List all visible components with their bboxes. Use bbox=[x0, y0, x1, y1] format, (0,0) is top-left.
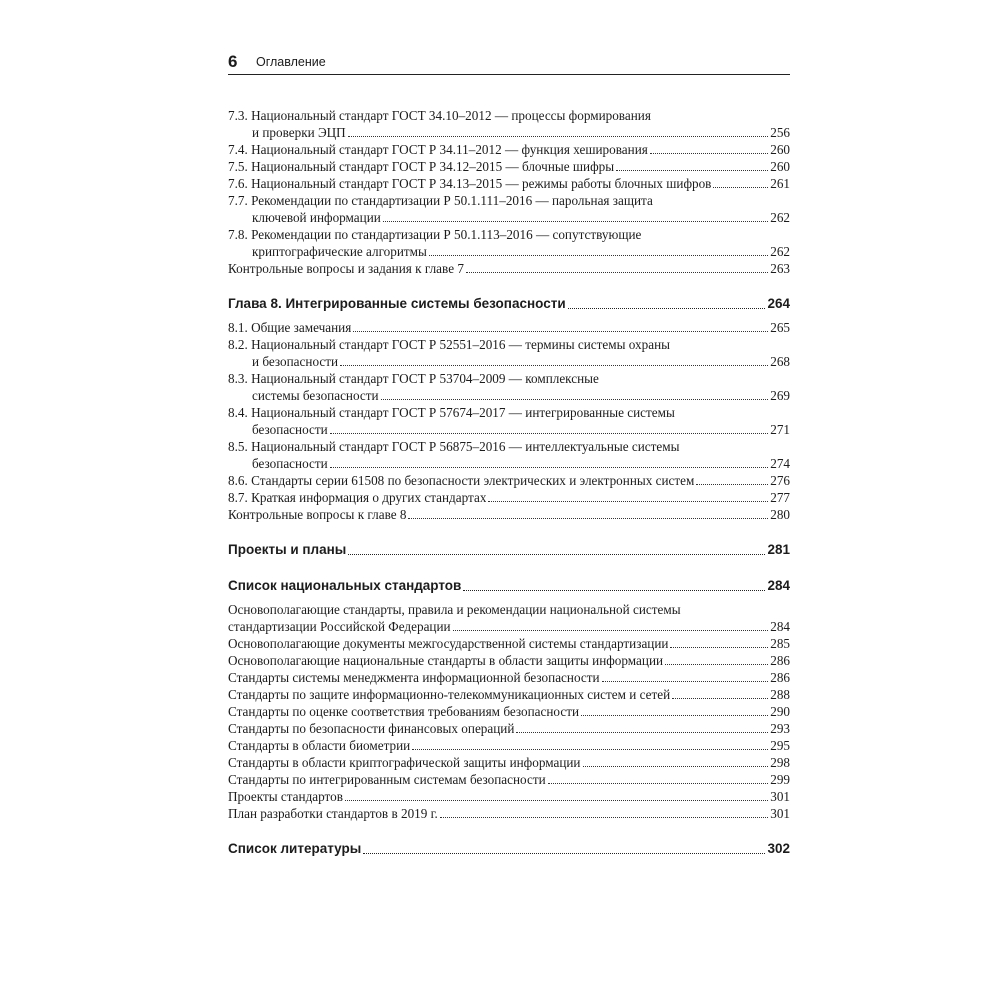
toc-entry[interactable] bbox=[228, 192, 790, 226]
toc-entry-title: ключевой информации bbox=[252, 210, 381, 225]
toc-entry[interactable] bbox=[228, 686, 790, 703]
toc-entry-line bbox=[228, 754, 790, 771]
toc-entry-line bbox=[228, 472, 790, 489]
dot-leader bbox=[602, 681, 769, 682]
toc-entry-page: 269 bbox=[770, 388, 790, 403]
dot-leader bbox=[440, 817, 768, 818]
toc-entry-line bbox=[228, 387, 790, 404]
dot-leader bbox=[453, 630, 769, 631]
toc-entry-title-line-1: 8.5. Национальный стандарт ГОСТ Р 56875–2016 — интеллектуальные системы bbox=[228, 439, 680, 454]
dot-leader bbox=[412, 749, 768, 750]
toc-entry[interactable] bbox=[228, 226, 790, 260]
dot-leader bbox=[463, 590, 765, 591]
dot-leader bbox=[353, 331, 768, 332]
toc-entry-title: 7.5. Национальный стандарт ГОСТ Р 34.12–2015 — блочные шифры bbox=[228, 159, 615, 174]
dot-leader bbox=[330, 433, 769, 434]
literature-page: 302 bbox=[767, 841, 790, 856]
toc-entry[interactable] bbox=[228, 601, 790, 635]
toc-entry-title: системы безопасности bbox=[252, 388, 379, 403]
toc-entry-line bbox=[228, 455, 790, 472]
toc-entry-line bbox=[228, 635, 790, 652]
toc-entry-page: 260 bbox=[770, 142, 790, 157]
page-number: 6 bbox=[228, 52, 238, 71]
toc-entry-title-line-1: 8.4. Национальный стандарт ГОСТ Р 57674–2017 — интегрированные системы bbox=[228, 405, 675, 420]
toc-entry-title: Контрольные вопросы и задания к главе 7 bbox=[228, 261, 464, 276]
toc-entry-page: 298 bbox=[770, 755, 790, 770]
toc-entry-title: Проекты стандартов bbox=[228, 789, 343, 804]
toc-entry-line bbox=[228, 686, 790, 703]
dot-leader bbox=[383, 221, 768, 222]
toc-entry[interactable] bbox=[228, 737, 790, 754]
toc-entry-page: 271 bbox=[770, 422, 790, 437]
dot-leader bbox=[408, 518, 768, 519]
literature-heading[interactable] bbox=[228, 840, 790, 858]
toc-entry-line bbox=[228, 141, 790, 158]
toc-entry-title: Стандарты по интегрированным системам безопасности bbox=[228, 772, 546, 787]
dot-leader bbox=[330, 467, 769, 468]
toc-entry-title: Контрольные вопросы к главе 8 bbox=[228, 507, 407, 522]
dot-leader bbox=[516, 732, 768, 733]
chapter-8-title: Глава 8. Интегрированные системы безопасности bbox=[228, 296, 566, 311]
dot-leader bbox=[670, 647, 768, 648]
toc-entry-title: План разработки стандартов в 2019 г. bbox=[228, 806, 438, 821]
projects-page: 281 bbox=[767, 542, 790, 557]
dot-leader bbox=[583, 766, 769, 767]
toc-entry-title: безопасности bbox=[252, 422, 328, 437]
dot-leader bbox=[581, 715, 768, 716]
dot-leader bbox=[650, 153, 768, 154]
toc-entry-line bbox=[228, 506, 790, 523]
toc-entry[interactable] bbox=[228, 370, 790, 404]
toc-entry-line bbox=[228, 669, 790, 686]
toc-entry-title-line-1: 7.7. Рекомендации по стандартизации Р 50.1.111–2016 — парольная защита bbox=[228, 193, 653, 208]
running-head bbox=[228, 52, 790, 75]
chapter-7-sections bbox=[228, 107, 790, 277]
toc-entry-line bbox=[228, 319, 790, 336]
toc-entry-line bbox=[228, 175, 790, 192]
toc-entry-line bbox=[228, 720, 790, 737]
toc-entry-line bbox=[228, 260, 790, 277]
toc-entry[interactable] bbox=[228, 754, 790, 771]
toc-entry-title: Стандарты по безопасности финансовых операций bbox=[228, 721, 515, 736]
toc-entry[interactable] bbox=[228, 720, 790, 737]
dot-leader bbox=[363, 853, 765, 854]
toc-entry-title: 8.7. Краткая информация о других стандартах bbox=[228, 490, 487, 505]
toc-entry-line bbox=[228, 788, 790, 805]
toc-entry-page: 256 bbox=[770, 125, 790, 140]
toc-entry[interactable] bbox=[228, 158, 790, 175]
standards-list-page: 284 bbox=[767, 578, 790, 593]
toc-entry-line bbox=[228, 353, 790, 370]
projects-title: Проекты и планы bbox=[228, 542, 347, 557]
toc-entry-page: 263 bbox=[770, 261, 790, 276]
toc-entry-title-line-1: 7.8. Рекомендации по стандартизации Р 50.1.113–2016 — сопутствующие bbox=[228, 227, 642, 242]
standards-list-title: Список национальных стандартов bbox=[228, 578, 462, 593]
toc-entry-page: 286 bbox=[770, 670, 790, 685]
toc-entry[interactable] bbox=[228, 788, 790, 805]
toc-entry-page: 268 bbox=[770, 354, 790, 369]
toc-entry-title: Стандарты системы менеджмента информационной безопасности bbox=[228, 670, 600, 685]
toc-entry-line bbox=[228, 652, 790, 669]
toc-entry-page: 299 bbox=[770, 772, 790, 787]
dot-leader bbox=[345, 800, 768, 801]
toc-entry-title: и безопасности bbox=[252, 354, 339, 369]
dot-leader bbox=[466, 272, 768, 273]
toc-entry-page: 265 bbox=[770, 320, 790, 335]
toc-entry-line bbox=[228, 805, 790, 822]
toc-entry-line bbox=[228, 737, 790, 754]
toc-entry[interactable] bbox=[228, 319, 790, 336]
toc-entry-title: 7.4. Национальный стандарт ГОСТ Р 34.11–2012 — функция хеширования bbox=[228, 142, 648, 157]
toc-entry[interactable] bbox=[228, 771, 790, 788]
toc-entry[interactable] bbox=[228, 805, 790, 822]
toc-entry-title: 7.6. Национальный стандарт ГОСТ Р 34.13–2015 — режимы работы блочных шифров bbox=[228, 176, 712, 191]
toc-entry[interactable] bbox=[228, 652, 790, 669]
toc-entry-page: 261 bbox=[770, 176, 790, 191]
dot-leader bbox=[696, 484, 768, 485]
toc-entry-title: Стандарты в области биометрии bbox=[228, 738, 411, 753]
toc-entry-title: Основополагающие национальные стандарты в области защиты информации bbox=[228, 653, 664, 668]
toc-entry[interactable] bbox=[228, 260, 790, 277]
toc-entry[interactable] bbox=[228, 107, 790, 141]
dot-leader bbox=[348, 136, 769, 137]
dot-leader bbox=[548, 783, 769, 784]
toc-entry-title: Стандарты по защите информационно-телекоммуникационных систем и сетей bbox=[228, 687, 671, 702]
dot-leader bbox=[568, 308, 766, 309]
dot-leader bbox=[348, 554, 765, 555]
toc-entry-title: 8.1. Общие замечания bbox=[228, 320, 352, 335]
toc-entry-title: и проверки ЭЦП bbox=[252, 125, 346, 140]
toc-entry-line bbox=[228, 703, 790, 720]
chapter-8-sections bbox=[228, 319, 790, 523]
dot-leader bbox=[488, 501, 768, 502]
toc-entry-title: криптографические алгоритмы bbox=[252, 244, 427, 259]
toc-entry-title-line-1: 8.2. Национальный стандарт ГОСТ Р 52551–2016 — термины системы охраны bbox=[228, 337, 670, 352]
toc-entry-line bbox=[228, 124, 790, 141]
toc-entry-page: 276 bbox=[770, 473, 790, 488]
standards-list-sections bbox=[228, 601, 790, 822]
toc-entry-page: 293 bbox=[770, 721, 790, 736]
toc-entry-page: 288 bbox=[770, 687, 790, 702]
toc-entry-page: 284 bbox=[770, 619, 790, 634]
toc-entry[interactable] bbox=[228, 669, 790, 686]
toc-entry[interactable] bbox=[228, 175, 790, 192]
toc-entry-title: стандартизации Российской Федерации bbox=[228, 619, 451, 634]
toc-entry-line bbox=[228, 771, 790, 788]
chapter-8-heading[interactable] bbox=[228, 295, 790, 313]
toc-entry-page: 262 bbox=[770, 244, 790, 259]
toc-entry[interactable] bbox=[228, 141, 790, 158]
toc-entry[interactable] bbox=[228, 404, 790, 438]
toc-entry-line bbox=[228, 618, 790, 635]
toc-entry-page: 262 bbox=[770, 210, 790, 225]
toc-entry-title: Стандарты в области криптографической защиты информации bbox=[228, 755, 581, 770]
table-of-contents bbox=[228, 107, 790, 858]
toc-entry-page: 301 bbox=[770, 789, 790, 804]
standards-list-heading[interactable] bbox=[228, 577, 790, 595]
toc-entry-line bbox=[228, 489, 790, 506]
dot-leader bbox=[381, 399, 769, 400]
toc-entry[interactable] bbox=[228, 472, 790, 489]
dot-leader bbox=[672, 698, 768, 699]
chapter-8-page: 264 bbox=[767, 296, 790, 311]
toc-entry-page: 286 bbox=[770, 653, 790, 668]
toc-entry[interactable] bbox=[228, 489, 790, 506]
toc-entry-page: 280 bbox=[770, 507, 790, 522]
toc-entry[interactable] bbox=[228, 506, 790, 523]
running-title: Оглавление bbox=[256, 55, 326, 69]
toc-entry-title: Стандарты по оценке соответствия требованиям безопасности bbox=[228, 704, 580, 719]
projects-heading[interactable] bbox=[228, 541, 790, 559]
toc-entry-page: 285 bbox=[770, 636, 790, 651]
toc-entry-page: 260 bbox=[770, 159, 790, 174]
toc-page bbox=[228, 52, 790, 864]
toc-entry[interactable] bbox=[228, 336, 790, 370]
toc-entry[interactable] bbox=[228, 438, 790, 472]
dot-leader bbox=[616, 170, 768, 171]
toc-entry-line bbox=[228, 209, 790, 226]
dot-leader bbox=[429, 255, 768, 256]
toc-entry-page: 274 bbox=[770, 456, 790, 471]
dot-leader bbox=[340, 365, 768, 366]
toc-entry-page: 290 bbox=[770, 704, 790, 719]
dot-leader bbox=[713, 187, 768, 188]
dot-leader bbox=[665, 664, 768, 665]
toc-entry-title-line-1: 7.3. Национальный стандарт ГОСТ 34.10–2012 — процессы формирования bbox=[228, 108, 651, 123]
toc-entry-title-line-1: 8.3. Национальный стандарт ГОСТ Р 53704–2009 — комплексные bbox=[228, 371, 599, 386]
toc-entry-title: 8.6. Стандарты серии 61508 по безопасности электрических и электронных систем bbox=[228, 473, 695, 488]
toc-entry-title: Основополагающие документы межгосударственной системы стандартизации bbox=[228, 636, 669, 651]
toc-entry-line bbox=[228, 158, 790, 175]
toc-entry-line bbox=[228, 421, 790, 438]
toc-entry-page: 277 bbox=[770, 490, 790, 505]
toc-entry-title-line-1: Основополагающие стандарты, правила и рекомендации национальной системы bbox=[228, 602, 681, 617]
toc-entry-page: 295 bbox=[770, 738, 790, 753]
toc-entry[interactable] bbox=[228, 703, 790, 720]
toc-entry-title: безопасности bbox=[252, 456, 328, 471]
toc-entry-line bbox=[228, 243, 790, 260]
toc-entry-page: 301 bbox=[770, 806, 790, 821]
toc-entry[interactable] bbox=[228, 635, 790, 652]
literature-title: Список литературы bbox=[228, 841, 362, 856]
